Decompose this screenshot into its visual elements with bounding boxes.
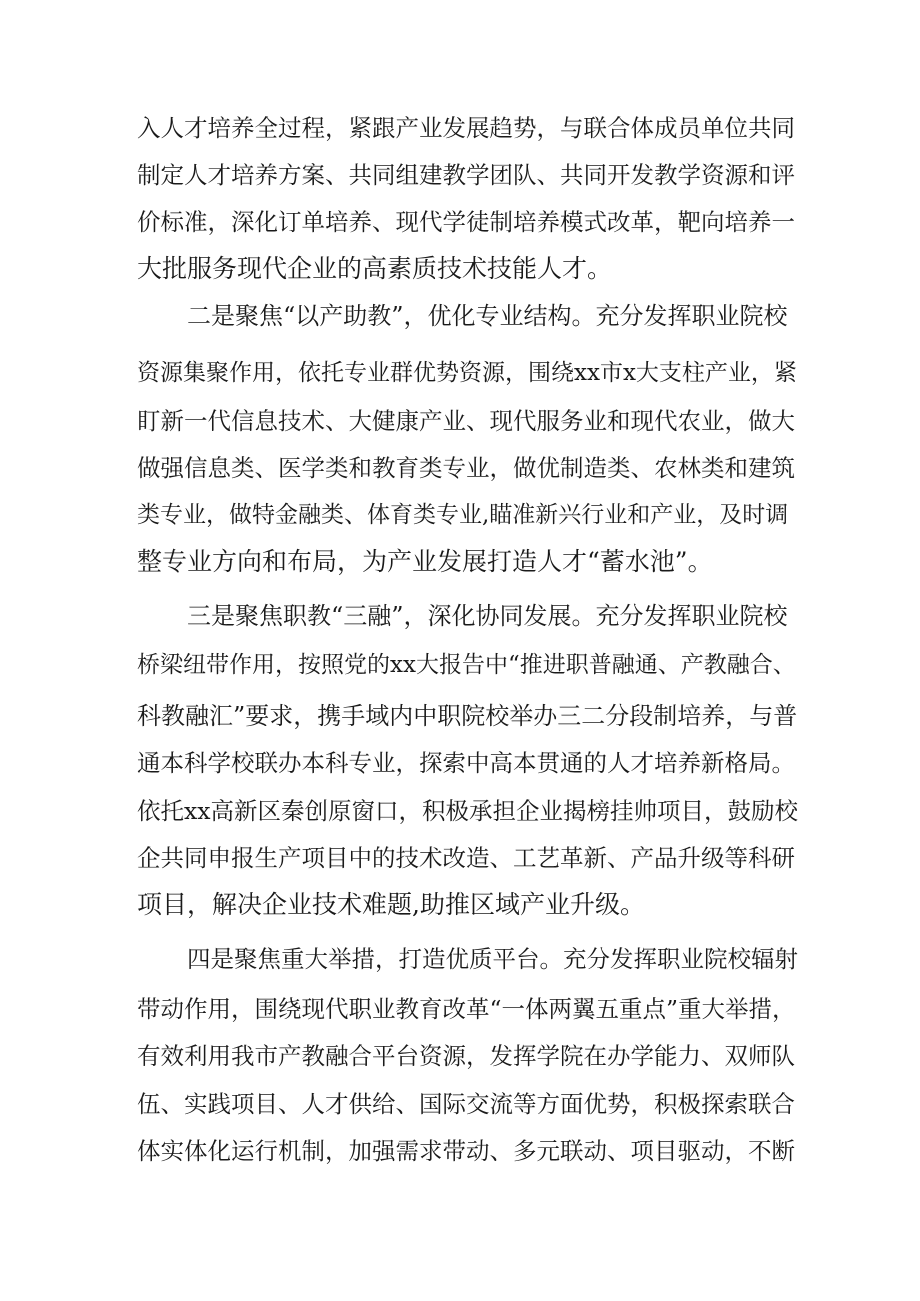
paragraph-first-line [0, 939, 920, 979]
text-line [0, 1036, 920, 1076]
text-line [0, 401, 920, 441]
text-line-content: 盯新一代信息技术、大健康产业、现代服务业和现代农业，做大 [137, 407, 795, 435]
text-line-content: 制定人才培养方案、共同组建教学团队、共同开发教学资源和评 [137, 161, 795, 189]
text-line [0, 1131, 920, 1171]
text-line [0, 1084, 920, 1124]
text-line-content: 伍、实践项目、人才供给、国际交流等方面优势，积极探索联合 [137, 1090, 795, 1118]
text-line-content: 有效利用我市产教融合平台资源，发挥学院在办学能力、双师队 [137, 1042, 795, 1070]
text-line [0, 743, 920, 783]
text-line-content: 价标准，深化订单培养、现代学徒制培养模式改革，靶向培养一 [137, 208, 795, 236]
text-line-content: 入人才培养全过程，紧跟产业发展趋势，与联合体成员单位共同 [137, 114, 795, 142]
text-line-content: 做强信息类、医学类和教育类专业，做优制造类、农林类和建筑 [137, 454, 795, 482]
text-line [0, 155, 920, 195]
text-line [0, 495, 920, 535]
text-line-content: 大批服务现代企业的高素质技术技能人才。 [137, 254, 613, 283]
paragraph-first-line [0, 596, 920, 636]
text-line [0, 108, 920, 148]
text-line [0, 353, 920, 393]
paragraph-first-line [0, 296, 920, 336]
text-line-content: 整专业方向和布局，为产业发展打造人才“蓄水池”。 [137, 547, 713, 576]
text-line-content: 三是聚焦职教“三融”，深化协同发展。充分发挥职业院校 [187, 602, 788, 630]
text-line-content: 四是聚焦重大举措，打造优质平台。充分发挥职业院校辐射 [187, 945, 798, 973]
text-line-content: 类专业，做特金融类、体育类专业,瞄准新兴行业和产业，及时调 [137, 502, 789, 528]
text-line [0, 448, 920, 488]
text-line [0, 838, 920, 878]
text-line-content: 通本科学校联办本科专业，探索中高本贯通的人才培养新格局。 [137, 749, 795, 777]
text-line-content: 依托xx高新区秦创原窗口，积极承担企业揭榜挂帅项目，鼓励校 [137, 797, 799, 825]
text-line-content: 企共同申报生产项目中的技术改造、工艺革新、产品升级等科研 [137, 844, 795, 872]
text-line-content: 带动作用，围绕现代职业教育改革“一体两翼五重点”重大举措， [137, 995, 796, 1023]
text-line-content: 桥梁纽带作用，按照党的xx大报告中“推进职普融通、产教融合、 [137, 652, 796, 678]
text-line [0, 249, 920, 289]
text-line-content: 二是聚焦“以产助教”，优化专业结构。充分发挥职业院校 [187, 302, 788, 330]
text-line-content: 项目，解决企业技术难题,助推区域产业升级。 [137, 890, 645, 919]
text-line [0, 645, 920, 685]
text-line [0, 202, 920, 242]
text-line-content: 科教融汇”要求，携手域内中职院校举办三二分段制培养，与普 [137, 702, 798, 730]
text-line-content: 体实体化运行机制，加强需求带动、多元联动、项目驱动，不断 [137, 1137, 795, 1165]
text-line [0, 696, 920, 736]
text-line [0, 542, 920, 582]
text-line [0, 791, 920, 831]
text-line-content: 资源集聚作用，依托专业群优势资源，围绕xx市x大支柱产业，紧 [137, 360, 797, 386]
text-line [0, 989, 920, 1029]
text-line [0, 885, 920, 925]
